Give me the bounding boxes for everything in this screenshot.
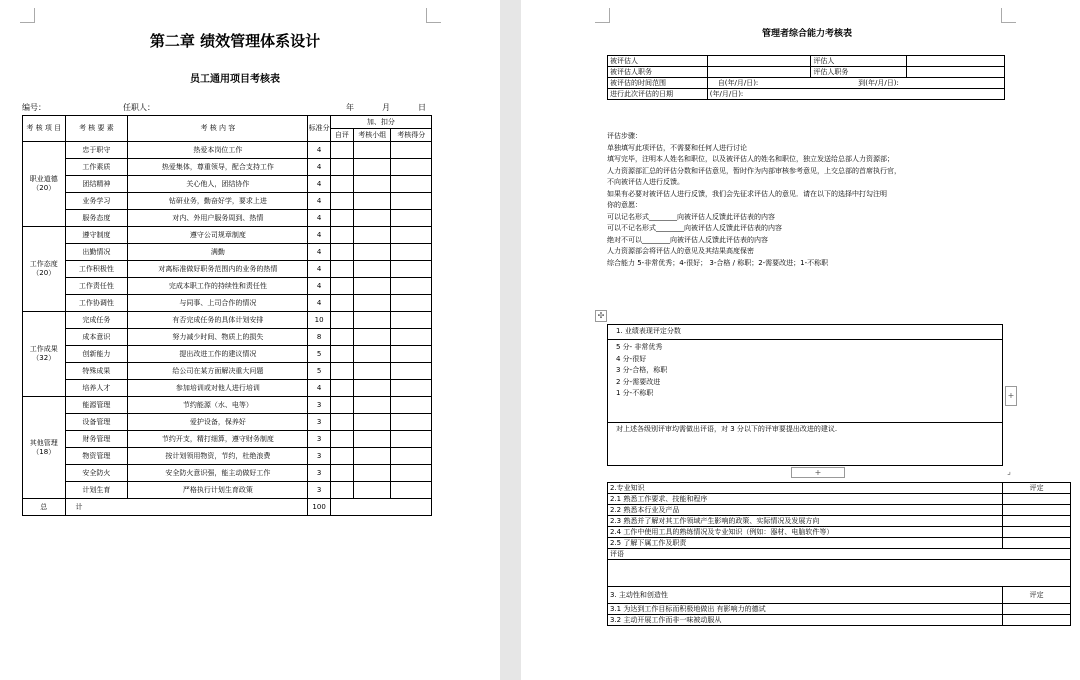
- final-score-cell[interactable]: [391, 159, 432, 176]
- std-score-cell: 3: [308, 397, 330, 414]
- initiative-item-label: 3.1 为达到工作目标而积极地做出 有影响力的德试: [608, 604, 1003, 615]
- self-score-cell[interactable]: [330, 431, 353, 448]
- std-score-cell: 4: [308, 159, 330, 176]
- group-score-cell[interactable]: [354, 261, 391, 278]
- header-std: 标准分: [308, 116, 330, 142]
- group-score-cell[interactable]: [354, 465, 391, 482]
- group-score-cell[interactable]: [354, 482, 391, 499]
- std-score-cell: 4: [308, 278, 330, 295]
- chapter-title: 第二章 绩效管理体系设计: [149, 32, 321, 50]
- group-score-cell[interactable]: [354, 295, 391, 312]
- std-score-cell: 4: [308, 210, 330, 227]
- self-score-cell[interactable]: [330, 210, 353, 227]
- content-cell: 按计划领用物资，节约，杜绝浪费: [128, 448, 308, 465]
- rate-cell[interactable]: [1003, 538, 1071, 549]
- group-score-cell[interactable]: [354, 193, 391, 210]
- rate-cell[interactable]: [1003, 527, 1071, 538]
- self-score-cell[interactable]: [330, 397, 353, 414]
- content-cell: 参加培训或对他人进行培训: [128, 380, 308, 397]
- self-score-cell[interactable]: [330, 244, 353, 261]
- comment-input[interactable]: [608, 560, 1071, 587]
- table-row: [23, 448, 432, 465]
- element-cell: 服务态度: [65, 210, 128, 227]
- table-row: [23, 482, 432, 499]
- table-row: [23, 397, 432, 414]
- content-cell: 努力减少时间、物质上的损失: [128, 329, 308, 346]
- knowledge-item: [608, 494, 1071, 505]
- table-row: [23, 465, 432, 482]
- element-cell: 设备管理: [65, 414, 128, 431]
- element-cell: 能源管理: [65, 397, 128, 414]
- evaluation-info-table: [607, 55, 1005, 100]
- knowledge-item: [608, 505, 1071, 516]
- header-score: 考核得分: [391, 129, 432, 142]
- period-from: 自(年/月/日):: [717, 78, 759, 87]
- std-score-cell: 4: [308, 261, 330, 278]
- page-corner-mark: [20, 8, 35, 23]
- period-to: 到(年/月/日):: [858, 78, 899, 87]
- final-score-cell[interactable]: [391, 176, 432, 193]
- header-self: 自评: [330, 129, 353, 142]
- label-eval-date: 进行此次评估的日期: [608, 89, 708, 100]
- element-cell: 成本意识: [65, 329, 128, 346]
- performance-level: 4 分-很好: [616, 354, 647, 363]
- element-cell: 工作素质: [65, 159, 128, 176]
- self-score-cell[interactable]: [330, 329, 353, 346]
- rate-cell[interactable]: [1003, 604, 1071, 615]
- content-cell: 满勤: [128, 244, 308, 261]
- total-row: [23, 499, 432, 516]
- table-row: [23, 176, 432, 193]
- content-cell: 安全防火意识强，能主动做好工作: [128, 465, 308, 482]
- rate-header: 评定: [1003, 483, 1071, 494]
- knowledge-item-label: 2.5 了解下属工作及职责: [608, 538, 1003, 549]
- table-row: [23, 312, 432, 329]
- std-score-cell: 3: [308, 448, 330, 465]
- step-line: 绝对不可以________向被评估人反馈此评估表的内容: [607, 235, 768, 244]
- group-score-cell[interactable]: [354, 346, 391, 363]
- group-score-cell[interactable]: [354, 244, 391, 261]
- input-evaluatee[interactable]: [707, 56, 811, 67]
- self-score-cell[interactable]: [330, 193, 353, 210]
- final-score-cell[interactable]: [391, 210, 432, 227]
- element-cell: 遵守制度: [65, 227, 128, 244]
- element-cell: 计划生育: [65, 482, 128, 499]
- content-cell: 热爱本岗位工作: [128, 142, 308, 159]
- self-score-cell[interactable]: [330, 448, 353, 465]
- performance-level: 2 分-需要改进: [616, 377, 661, 386]
- label-evaluatee: 被评估人: [608, 56, 708, 67]
- final-score-cell[interactable]: [391, 329, 432, 346]
- rate-cell[interactable]: [1003, 516, 1071, 527]
- evaluation-steps: [607, 131, 1027, 269]
- group-score-cell[interactable]: [354, 448, 391, 465]
- performance-level: 1 分-不称职: [616, 389, 654, 397]
- performance-level: 3 分-合格，称职: [616, 366, 668, 374]
- final-score-cell[interactable]: [391, 380, 432, 397]
- section-header-knowledge-label: 2.专业知识: [608, 483, 1003, 494]
- total-score-cell[interactable]: [330, 499, 431, 516]
- group-score-cell[interactable]: [354, 312, 391, 329]
- element-cell: 安全防火: [65, 465, 128, 482]
- group-name: 工作态度（20）: [23, 227, 66, 312]
- final-score-cell[interactable]: [391, 278, 432, 295]
- employee-assessment-table: [22, 115, 432, 516]
- meta-no: 编号：: [22, 103, 46, 112]
- table-row: [23, 329, 432, 346]
- rate-cell[interactable]: [1003, 505, 1071, 516]
- knowledge-item-label: 2.4 工作中使用工具的熟练情况及专业知识（例如：器材、电脑软件等）: [608, 527, 1003, 538]
- total-label: 总: [23, 499, 66, 516]
- table-row: [23, 227, 432, 244]
- competency-table: [607, 482, 1071, 626]
- group-score-cell[interactable]: [354, 380, 391, 397]
- table-title: 员工通用项目考核表: [190, 74, 280, 85]
- self-score-cell[interactable]: [330, 312, 353, 329]
- std-score-cell: 10: [308, 312, 330, 329]
- self-score-cell[interactable]: [330, 227, 353, 244]
- group-name: 职业道德（20）: [23, 142, 66, 227]
- content-cell: 严格执行计划生育政策: [128, 482, 308, 499]
- header-adjust: 加、扣分: [330, 116, 431, 129]
- header-element: 考 核 要 素: [65, 116, 128, 142]
- element-cell: 特殊成果: [65, 363, 128, 380]
- section-header-initiative-label: 3. 主动性和创造性: [608, 587, 1003, 604]
- final-score-cell[interactable]: [391, 193, 432, 210]
- std-score-cell: 8: [308, 329, 330, 346]
- final-score-cell[interactable]: [391, 244, 432, 261]
- rate-cell[interactable]: [1003, 494, 1071, 505]
- page-corner-mark: [426, 8, 441, 23]
- step-line: 人力资源部会将评估人的意见及其结果高度保密: [607, 247, 754, 255]
- content-cell: 有否完成任务的具体计划安排: [128, 312, 308, 329]
- group-score-cell[interactable]: [354, 159, 391, 176]
- table-row: [23, 346, 432, 363]
- element-cell: 创新能力: [65, 346, 128, 363]
- resize-handle-icon[interactable]: ⌟: [1005, 468, 1013, 476]
- element-cell: 团结精神: [65, 176, 128, 193]
- content-cell: 完成本职工作的持续性和责任性: [128, 278, 308, 295]
- label-evaluator-position: 评估人职务: [811, 67, 907, 78]
- performance-level: 5 分- 非常优秀: [616, 343, 663, 351]
- meta-year: 年: [346, 103, 354, 112]
- step-line: 可以记名形式________向被评估人反馈此评估表的内容: [607, 212, 775, 221]
- comment-row: [608, 549, 1071, 560]
- add-column-plus-icon[interactable]: +: [1005, 386, 1017, 406]
- meta-month: 月: [382, 103, 390, 112]
- std-score-cell: 5: [308, 346, 330, 363]
- performance-score-box: [607, 324, 1003, 423]
- table-row: [23, 142, 432, 159]
- content-cell: 对离标准做好职务范围内的业务的热情: [128, 261, 308, 278]
- section-header-knowledge: [608, 483, 1071, 494]
- std-score-cell: 4: [308, 193, 330, 210]
- group-score-cell[interactable]: [354, 176, 391, 193]
- element-cell: 工作协调性: [65, 295, 128, 312]
- group-score-cell[interactable]: [354, 397, 391, 414]
- header-item: 考 核 项 目: [23, 116, 66, 142]
- group-score-cell[interactable]: [354, 142, 391, 159]
- element-cell: 财务管理: [65, 431, 128, 448]
- knowledge-item: [608, 516, 1071, 527]
- content-cell: 关心他人，团结协作: [128, 176, 308, 193]
- content-cell: 与同事、上司合作的情况: [128, 295, 308, 312]
- label-evaluatee-position: 被评估人职务: [608, 67, 708, 78]
- knowledge-item: [608, 527, 1071, 538]
- self-score-cell[interactable]: [330, 278, 353, 295]
- final-score-cell[interactable]: [391, 346, 432, 363]
- page-corner-mark: [595, 8, 610, 23]
- std-score-cell: 4: [308, 142, 330, 159]
- meta-day: 日: [418, 103, 426, 112]
- rate-header: 评定: [1003, 587, 1071, 604]
- input-evaluatee-position[interactable]: [707, 67, 811, 78]
- table-row: [23, 431, 432, 448]
- std-score-cell: 4: [308, 244, 330, 261]
- knowledge-item-label: 2.3 熟悉并了解对其工作领域产生影响的政策、实际情况及发展方向: [608, 516, 1003, 527]
- std-score-cell: 3: [308, 414, 330, 431]
- input-evaluator[interactable]: [907, 56, 1005, 67]
- final-score-cell[interactable]: [391, 363, 432, 380]
- performance-note: 对上述各级别评审均需做出评语，对 3 分以下的评审要提出改进的建议.: [616, 425, 838, 433]
- group-score-cell[interactable]: [354, 278, 391, 295]
- total-label-2: 计: [65, 499, 308, 516]
- std-score-cell: 3: [308, 431, 330, 448]
- self-score-cell[interactable]: [330, 380, 353, 397]
- group-score-cell[interactable]: [354, 431, 391, 448]
- table-row: [23, 193, 432, 210]
- add-row-plus-icon[interactable]: +: [791, 467, 845, 478]
- std-score-cell: 4: [308, 380, 330, 397]
- group-name: 工作成果（32）: [23, 312, 66, 397]
- group-score-cell[interactable]: [354, 414, 391, 431]
- content-cell: 提出改进工作的建议情况: [128, 346, 308, 363]
- self-score-cell[interactable]: [330, 142, 353, 159]
- content-cell: 爱护设备，保养好: [128, 414, 308, 431]
- final-score-cell[interactable]: [391, 312, 432, 329]
- final-score-cell[interactable]: [391, 397, 432, 414]
- table-row: [23, 159, 432, 176]
- final-score-cell[interactable]: [391, 227, 432, 244]
- move-handle-icon[interactable]: ✣: [595, 310, 607, 322]
- header-content: 考 核 内 容: [128, 116, 308, 142]
- element-cell: 培养人才: [65, 380, 128, 397]
- content-cell: 节约开支，精打细算，遵守财务制度: [128, 431, 308, 448]
- table-row: [23, 414, 432, 431]
- page-corner-mark: [1001, 8, 1016, 23]
- final-score-cell[interactable]: [391, 431, 432, 448]
- section-header-initiative: [608, 587, 1071, 604]
- final-score-cell[interactable]: [391, 142, 432, 159]
- table-row: [23, 295, 432, 312]
- performance-levels: [608, 340, 1002, 402]
- step-line: 填写完毕，注明本人姓名和职位，以及被评估人的姓名和职位，独立发送给总部人力资源部；: [607, 155, 894, 163]
- content-cell: 对内、外用户服务周到、热情: [128, 210, 308, 227]
- knowledge-item-label: 2.1 熟悉工作要求、技能和程序: [608, 494, 1003, 505]
- table-row: [23, 244, 432, 261]
- group-name: 其他管理（18）: [23, 397, 66, 499]
- element-cell: 忠于职守: [65, 142, 128, 159]
- page-right: [521, 0, 1080, 680]
- content-cell: 热爱集体，尊重领导，配合支持工作: [128, 159, 308, 176]
- self-score-cell[interactable]: [330, 465, 353, 482]
- element-cell: 业务学习: [65, 193, 128, 210]
- comment-label: 评语: [608, 549, 1071, 560]
- element-cell: 出勤情况: [65, 244, 128, 261]
- final-score-cell[interactable]: [391, 295, 432, 312]
- step-line: 可以不记名形式________向被评估人反馈此评估表的内容: [607, 224, 782, 232]
- label-period: 被评估的时间范围: [608, 78, 708, 89]
- group-score-cell[interactable]: [354, 210, 391, 227]
- std-score-cell: 4: [308, 227, 330, 244]
- step-line: 你的意愿：: [607, 201, 642, 209]
- std-score-cell: 4: [308, 176, 330, 193]
- initiative-item: [608, 615, 1071, 626]
- performance-note-box: [607, 421, 1003, 466]
- step-line: 评估步骤：: [607, 132, 642, 140]
- comment-area: [608, 560, 1071, 587]
- step-line: 人力资源部汇总的评估分数和评估意见，暂时作为内部审核参考意见，上交总部的首席执行官，: [607, 166, 901, 175]
- knowledge-item-label: 2.2 熟悉本行业及产品: [608, 505, 1003, 516]
- element-cell: 物资管理: [65, 448, 128, 465]
- table-row: [23, 363, 432, 380]
- page-left: [0, 0, 500, 680]
- table-row: [23, 380, 432, 397]
- self-score-cell[interactable]: [330, 159, 353, 176]
- step-line: 综合能力 5-非常优秀；4-很好； 3-合格 / 称职；2-需要改进；1-不称职: [607, 258, 829, 267]
- input-evaluator-position[interactable]: [907, 67, 1005, 78]
- eval-date-field[interactable]: (年/月/日):: [707, 89, 1004, 100]
- final-score-cell[interactable]: [391, 261, 432, 278]
- final-score-cell[interactable]: [391, 465, 432, 482]
- total-value: 100: [308, 499, 330, 516]
- std-score-cell: 3: [308, 482, 330, 499]
- element-cell: 工作责任性: [65, 278, 128, 295]
- final-score-cell[interactable]: [391, 482, 432, 499]
- self-score-cell[interactable]: [330, 363, 353, 380]
- self-score-cell[interactable]: [330, 176, 353, 193]
- group-score-cell[interactable]: [354, 227, 391, 244]
- self-score-cell[interactable]: [330, 414, 353, 431]
- content-cell: 钻研业务，勤奋好学，要求上进: [128, 193, 308, 210]
- period-range[interactable]: [707, 78, 1004, 89]
- group-score-cell[interactable]: [354, 363, 391, 380]
- content-cell: 给公司在某方面解决重大问题: [128, 363, 308, 380]
- header-group: 考核小组: [354, 129, 391, 142]
- step-line: 单独填写此项评估，不需要和任何人进行讨论: [607, 143, 747, 152]
- rate-cell[interactable]: [1003, 615, 1071, 626]
- element-cell: 工作积极性: [65, 261, 128, 278]
- step-line: 如果有必要对被评估人进行反馈，我们会先征求评估人的意见．请在以下的选择中打勾注明: [607, 189, 887, 198]
- table-row: [23, 278, 432, 295]
- initiative-item: [608, 604, 1071, 615]
- element-cell: 完成任务: [65, 312, 128, 329]
- knowledge-item: [608, 538, 1071, 549]
- form-title: 管理者综合能力考核表: [761, 29, 852, 39]
- step-line: 不向被评估人进行反馈。: [607, 178, 684, 186]
- final-score-cell[interactable]: [391, 448, 432, 465]
- self-score-cell[interactable]: [330, 295, 353, 312]
- self-score-cell[interactable]: [330, 346, 353, 363]
- std-score-cell: 3: [308, 465, 330, 482]
- meta-job: 任职人：: [123, 103, 155, 112]
- final-score-cell[interactable]: [391, 414, 432, 431]
- performance-title: 1. 业绩表现评定分数: [608, 325, 1002, 340]
- self-score-cell[interactable]: [330, 261, 353, 278]
- std-score-cell: 4: [308, 295, 330, 312]
- table-row: [23, 210, 432, 227]
- std-score-cell: 5: [308, 363, 330, 380]
- group-score-cell[interactable]: [354, 329, 391, 346]
- content-cell: 遵守公司规章制度: [128, 227, 308, 244]
- table-row: [23, 261, 432, 278]
- content-cell: 节约能源（水、电等）: [128, 397, 308, 414]
- self-score-cell[interactable]: [330, 482, 353, 499]
- label-evaluator: 评估人: [811, 56, 907, 67]
- initiative-item-label: 3.2 主动开展工作而非一味被动服从: [608, 615, 1003, 626]
